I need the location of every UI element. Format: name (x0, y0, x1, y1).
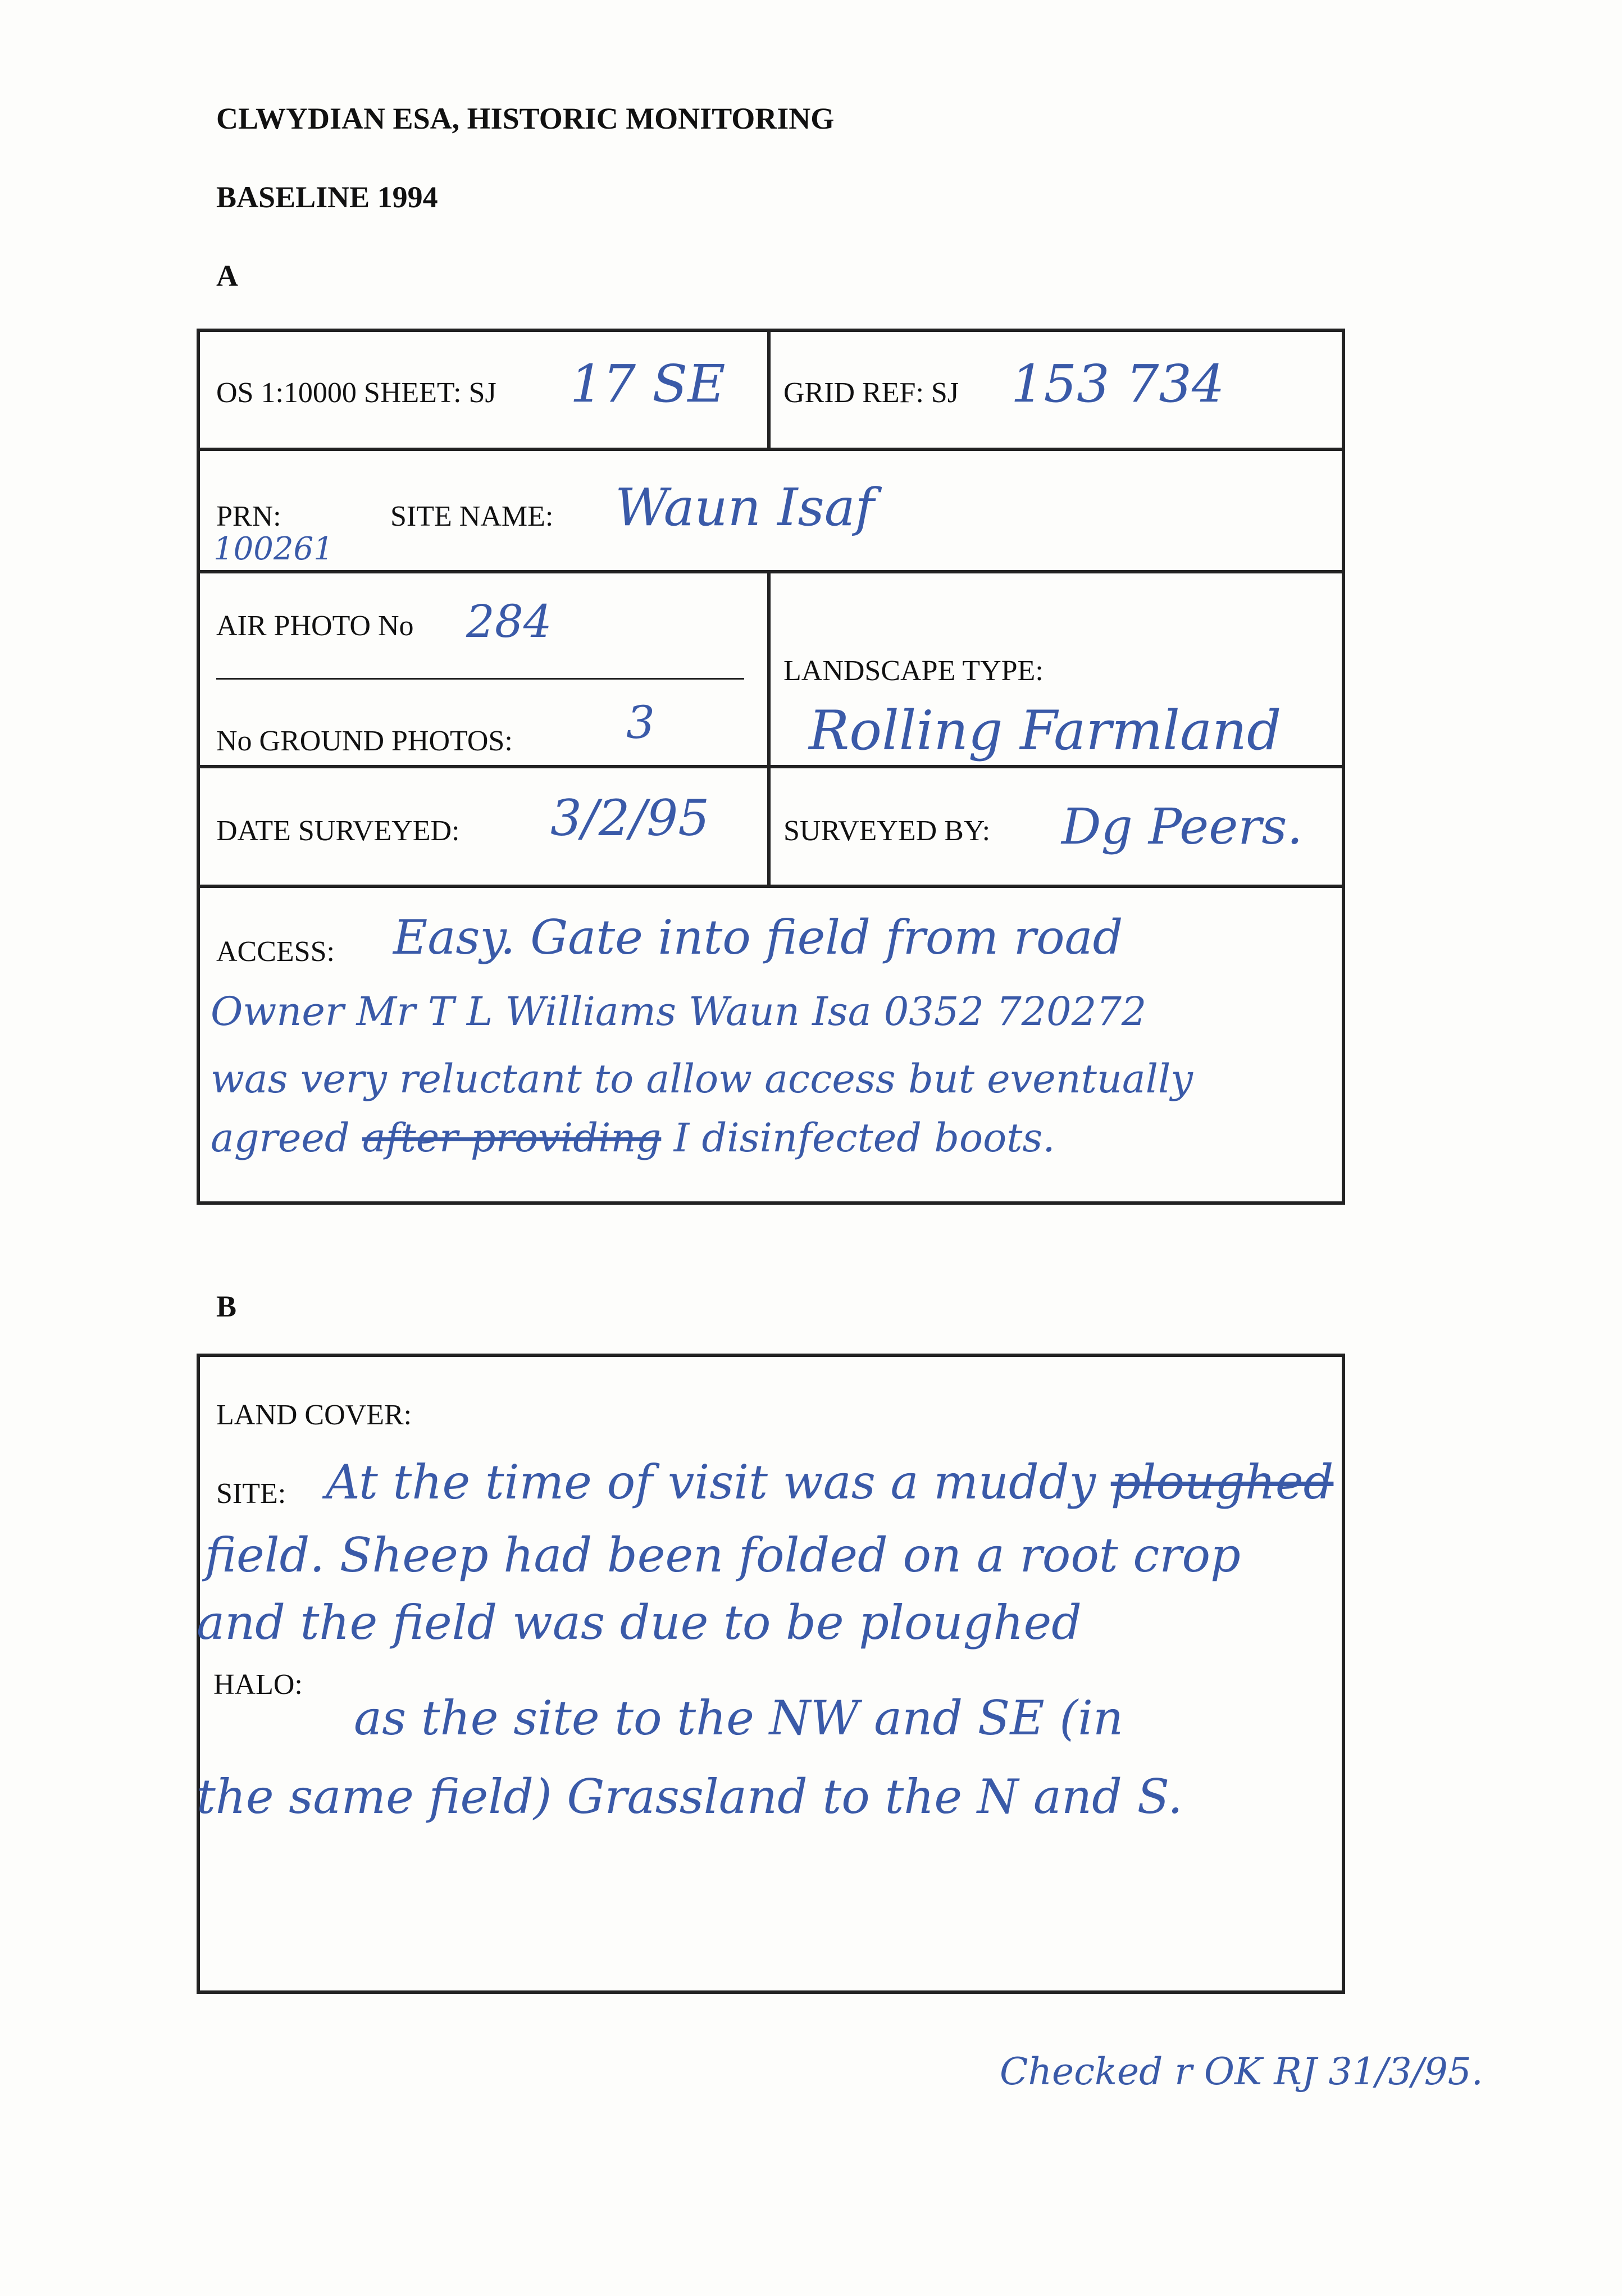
ground-photos-value: 3 (626, 696, 655, 749)
divider (767, 329, 771, 449)
os-sheet-label: OS 1:10000 SHEET: SJ (216, 377, 496, 409)
prn-label: PRN: (216, 500, 281, 532)
access-text-line: Easy. Gate into field from road (393, 910, 1123, 965)
divider (216, 678, 744, 680)
ground-photos-label: No GROUND PHOTOS: (216, 725, 513, 757)
grid-ref-label: GRID REF: SJ (783, 377, 959, 409)
site-text-line: and the field was due to be ploughed (197, 1595, 1082, 1650)
divider (767, 570, 771, 887)
surveyed-by-value: Dg Peers. (1061, 798, 1303, 855)
section-b-form (197, 1354, 1345, 1994)
divider (197, 765, 1345, 768)
site-name-value: Waun Isaf (615, 477, 874, 537)
access-label: ACCESS: (216, 936, 335, 968)
site-label: SITE: (216, 1478, 286, 1510)
prn-value: 100261 (213, 531, 334, 567)
struck-out-text: ploughed (1110, 1455, 1334, 1510)
divider (197, 448, 1345, 451)
access-text-line (211, 1115, 1055, 1161)
date-surveyed-label: DATE SURVEYED: (216, 815, 460, 847)
land-cover-label: LAND COVER: (216, 1399, 412, 1431)
access-boots: I disinfected boots. (673, 1115, 1055, 1161)
access-text-line: Owner Mr T L Williams Waun Isa 0352 720272 (211, 988, 1147, 1035)
landscape-type-value: Rolling Farmland (809, 699, 1282, 762)
air-photo-value: 284 (466, 595, 552, 648)
landscape-type-label: LANDSCAPE TYPE: (783, 655, 1044, 687)
struck-out-text: after providing (362, 1115, 662, 1161)
surveyed-by-label: SURVEYED BY: (783, 815, 991, 847)
document-title: CLWYDIAN ESA, HISTORIC MONITORING (216, 102, 835, 135)
access-text-line: was very reluctant to allow access but eventually (211, 1056, 1193, 1102)
checked-annotation: Checked r OK RJ 31/3/95. (1000, 2050, 1483, 2093)
divider (197, 570, 1345, 573)
site-text-line: field. Sheep had been folded on a root crop (205, 1528, 1241, 1583)
site-text-main: At the time of visit was a muddy (326, 1455, 1096, 1510)
os-sheet-value: 17 SE (570, 354, 726, 414)
divider (197, 885, 1345, 888)
air-photo-label: AIR PHOTO No (216, 610, 414, 642)
access-agreed: agreed (211, 1115, 350, 1161)
halo-text-line: as the site to the NW and SE (in (354, 1691, 1124, 1746)
halo-label: HALO: (213, 1669, 303, 1701)
baseline-heading: BASELINE 1994 (216, 180, 438, 214)
grid-ref-value: 153 734 (1011, 354, 1225, 414)
section-b-heading: B (216, 1290, 237, 1323)
site-text-line (326, 1455, 1333, 1510)
section-a-heading: A (216, 259, 238, 293)
halo-text-line: the same field) Grassland to the N and S. (197, 1769, 1183, 1824)
site-name-label: SITE NAME: (390, 500, 554, 532)
date-surveyed-value: 3/2/95 (550, 789, 710, 847)
